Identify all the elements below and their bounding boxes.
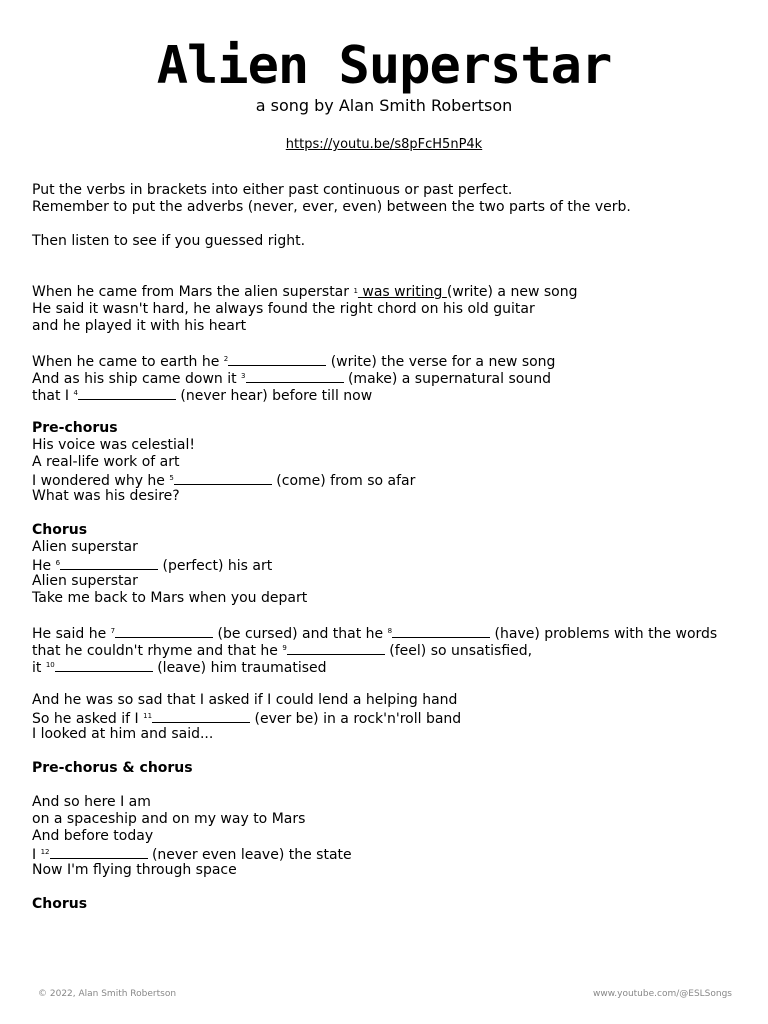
- answer-blank[interactable]: [228, 352, 326, 366]
- page-subtitle: a song by Alan Smith Robertson: [255, 96, 513, 115]
- lyric-line: So he asked if I $^{11}$ (ever be) in a rock'n'roll band: [32, 711, 462, 727]
- lyric-line: Now I'm flying through space: [32, 862, 237, 878]
- lyric-line: When he came from Mars the alien superstar $^1$ was writing (write) a new song: [32, 284, 578, 300]
- answer-blank[interactable]: [115, 624, 213, 638]
- gap-number: 11: [143, 712, 153, 720]
- lyric-line: And so here I am: [32, 794, 151, 810]
- lyric-line: What was his desire?: [32, 488, 180, 504]
- answer-blank[interactable]: [152, 709, 250, 723]
- lyric-line: Alien superstar: [32, 539, 138, 555]
- instruction-line: Then listen to see if you guessed right.: [32, 233, 306, 249]
- lyric-line: His voice was celestial!: [32, 437, 196, 453]
- gap-number: 1: [353, 287, 358, 295]
- section-heading: Chorus: [32, 522, 88, 538]
- gap-number: 2: [223, 355, 229, 363]
- section-heading: Pre-chorus & chorus: [32, 760, 193, 776]
- lyric-line: When he came to earth he $^2$ (write) the verse for a new song: [32, 354, 556, 370]
- channel-footer: www.youtube.com/@ESLSongs: [593, 989, 732, 999]
- answer-blank[interactable]: [287, 641, 385, 655]
- lyric-line: that I $^4$ (never hear) before till now: [32, 388, 373, 404]
- lyric-line: I looked at him and said...: [32, 726, 214, 742]
- example-answer: was writing: [357, 284, 447, 300]
- lyric-line: that he couldn't rhyme and that he $^9$ (feel) so unsatisfied,: [32, 643, 533, 659]
- answer-blank[interactable]: [55, 658, 153, 672]
- worksheet-body: [32, 182, 742, 913]
- video-link-container: [0, 137, 768, 153]
- answer-blank[interactable]: [50, 845, 148, 859]
- lyric-line: I $^{12}$ (never even leave) the state: [32, 847, 352, 863]
- video-link[interactable]: https://youtu.be/s8pFcH5nP4k: [285, 137, 483, 152]
- gap-number: 7: [110, 627, 116, 635]
- instruction-line: Remember to put the adverbs (never, ever, even) between the two parts of the verb.: [32, 199, 631, 215]
- lyric-line: I wondered why he $^5$ (come) from so afar: [32, 473, 416, 489]
- gap-number: 9: [282, 644, 287, 652]
- lyric-line: And he was so sad that I asked if I could lend a helping hand: [32, 692, 458, 708]
- lyric-line: He said it wasn't hard, he always found the right chord on his old guitar: [32, 301, 535, 317]
- answer-blank[interactable]: [174, 471, 272, 485]
- lyric-line: A real-life work of art: [32, 454, 180, 470]
- gap-number: 4: [73, 389, 78, 397]
- answer-blank[interactable]: [392, 624, 490, 638]
- section-heading: Chorus: [32, 896, 88, 912]
- gap-number: 8: [387, 627, 393, 635]
- lyric-line: on a spaceship and on my way to Mars: [32, 811, 306, 827]
- lyric-line: Alien superstar: [32, 573, 138, 589]
- gap-number: 5: [169, 474, 174, 482]
- copyright-footer: © 2022, Alan Smith Robertson: [38, 989, 177, 999]
- answer-blank[interactable]: [246, 369, 344, 383]
- lyric-line: Take me back to Mars when you depart: [32, 590, 308, 606]
- gap-number: 3: [241, 372, 246, 380]
- gap-number: 12: [40, 848, 50, 856]
- answer-blank[interactable]: [60, 556, 158, 570]
- lyric-line: And as his ship came down it $^3$ (make) a supernatural sound: [32, 371, 551, 387]
- section-heading: Pre-chorus: [32, 420, 118, 436]
- lyric-line: He said he $^7$ (be cursed) and that he $^8$ (have) problems with the words: [32, 626, 718, 642]
- gap-number: 6: [55, 559, 61, 567]
- lyric-line: and he played it with his heart: [32, 318, 247, 334]
- instruction-line: Put the verbs in brackets into either past continuous or past perfect.: [32, 182, 513, 198]
- answer-blank[interactable]: [78, 386, 176, 400]
- lyric-line: He $^6$ (perfect) his art: [32, 558, 273, 574]
- lyric-line: it $^{10}$ (leave) him traumatised: [32, 660, 327, 676]
- gap-number: 10: [45, 661, 55, 669]
- lyric-line: And before today: [32, 828, 154, 844]
- page-title: Alien Superstar: [156, 36, 612, 96]
